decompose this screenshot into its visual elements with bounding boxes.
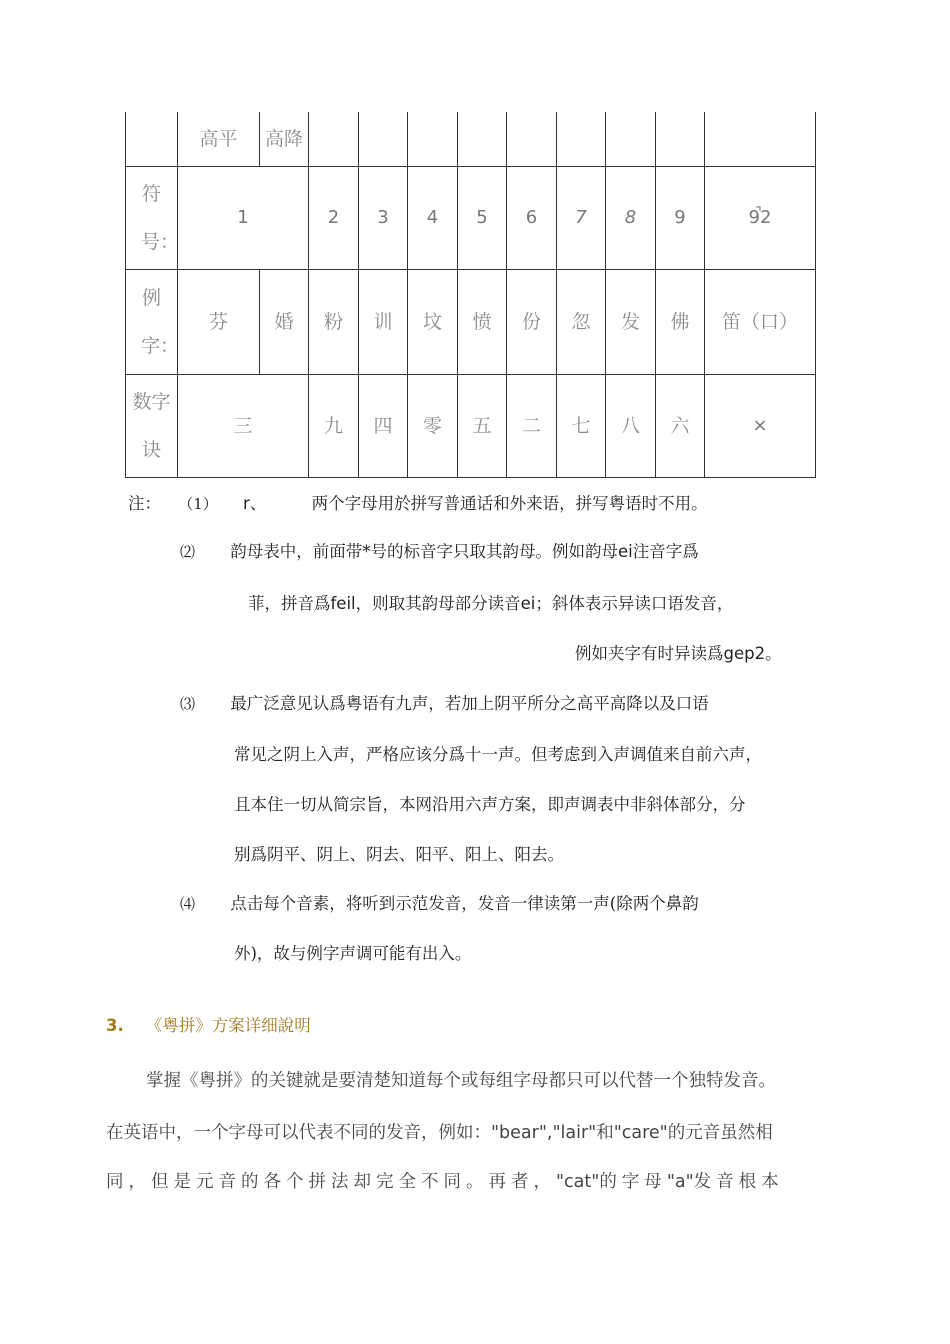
table-cell: 高降 xyxy=(260,112,309,167)
label-text: 例 xyxy=(141,287,161,309)
note-3-line-2: 常见之阴上入声，严格应该分爲十一声。但考虑到入声调值来自前六声， xyxy=(234,745,762,764)
table-cell: 忽 xyxy=(557,270,606,375)
note-number: ⑵ xyxy=(180,543,196,561)
table-cell xyxy=(656,112,705,167)
table-cell xyxy=(557,112,606,167)
table-cell: 发 xyxy=(606,270,656,375)
table-cell: 4 xyxy=(408,167,458,270)
note-text: 例如夹字有时异读爲 xyxy=(575,644,724,663)
label-text: 号： xyxy=(141,231,180,253)
note-4-line-1 xyxy=(180,890,699,914)
table-cell xyxy=(359,112,408,167)
table-cell: 婚 xyxy=(260,270,309,375)
table-cell: 坟 xyxy=(408,270,458,375)
note-text: 菲，拼音爲 xyxy=(248,594,331,613)
note-text: r、 xyxy=(243,494,267,513)
table-row xyxy=(126,270,816,375)
note-2-line-2 xyxy=(248,590,733,614)
table-cell: × xyxy=(705,375,816,478)
mnemonic-label xyxy=(131,378,173,474)
label-text: 数字 xyxy=(132,391,171,413)
table-cell: 四 xyxy=(359,375,408,478)
table-cell: 2 xyxy=(309,167,359,270)
paragraph-text: 和 xyxy=(596,1123,614,1143)
table-cell: 七 xyxy=(557,375,606,478)
tone-table xyxy=(125,112,816,478)
table-cell: 高平 xyxy=(178,112,260,167)
note-text: feil xyxy=(330,594,356,613)
table-cell: 份 xyxy=(507,270,557,375)
symbol-label xyxy=(141,170,180,266)
note-3-line-4: 别爲阴平、阴上、阴去、阳平、阳上、阳去。 xyxy=(234,845,564,864)
paragraph-text: "bear","lair" xyxy=(491,1123,597,1143)
note-text: 点击每个音素，将听到示范发音，发音一律读第一声(除两个鼻韵 xyxy=(230,894,699,913)
table-cell xyxy=(705,112,816,167)
table-cell: 7 xyxy=(557,167,606,270)
section-title: 《粤拼》方案详细說明 xyxy=(145,1016,311,1035)
note-text: 最广泛意见认爲粤语有九声，若加上阴平所分之高平高降以及口语 xyxy=(230,694,709,713)
table-cell: 八 xyxy=(606,375,656,478)
table-row-label xyxy=(126,375,178,478)
note-text: ei xyxy=(618,542,633,561)
table-cell: 5 xyxy=(458,167,507,270)
table-cell: 1 xyxy=(178,167,309,270)
table-cell: 粉 xyxy=(309,270,359,375)
table-cell: 六 xyxy=(656,375,705,478)
note-label: 注： xyxy=(128,494,161,513)
note-2-line-3 xyxy=(575,640,782,664)
paragraph-text: 的元音虽然相 xyxy=(667,1123,773,1143)
table-cell: 笛（口） xyxy=(705,270,816,375)
example-label xyxy=(141,274,180,370)
table-cell xyxy=(408,112,458,167)
table-cell: 芬 xyxy=(178,270,260,375)
table-row-label xyxy=(126,167,178,270)
paragraph-line xyxy=(106,1168,784,1193)
table-row xyxy=(126,375,816,478)
table-row-label xyxy=(126,270,178,375)
note-3-line-1 xyxy=(180,690,709,714)
label-text: 字： xyxy=(141,335,180,357)
label-text: 诀 xyxy=(141,439,161,461)
table-cell: 佛 xyxy=(656,270,705,375)
paragraph-line: 掌握《粤拼》的关键就是要清楚知道每个或每组字母都只可以代替一个独特发音。 xyxy=(146,1071,776,1091)
note-text: ，则取其韵母部分读音 xyxy=(355,594,521,613)
section-heading xyxy=(106,1012,311,1036)
table-cell: 愤 xyxy=(458,270,507,375)
paragraph-text: 同，但是元音的各个拼法却完全不同。再者， xyxy=(106,1172,556,1192)
table-cell xyxy=(606,112,656,167)
note-number: ⑷ xyxy=(180,895,196,913)
note-text: 韵母表中，前面带*号的标音字只取其韵母。例如韵母 xyxy=(230,542,619,561)
paragraph-text: "care" xyxy=(613,1123,668,1143)
table-cell: 三 xyxy=(178,375,309,478)
label-text: 符 xyxy=(141,183,161,205)
note-4-line-2: 外)，故与例字声调可能有出入。 xyxy=(234,944,472,963)
note-text: ei xyxy=(520,594,536,613)
note-2-line-1 xyxy=(180,538,699,562)
note-text: 注音字爲 xyxy=(632,542,699,561)
paragraph-line xyxy=(106,1119,773,1144)
table-row xyxy=(126,167,816,270)
table-cell: 零 xyxy=(408,375,458,478)
table-cell xyxy=(458,112,507,167)
table-cell xyxy=(309,112,359,167)
note-number: （1） xyxy=(178,495,218,513)
table-row xyxy=(126,112,816,167)
table-cell: 九 xyxy=(309,375,359,478)
table-cell: 五 xyxy=(458,375,507,478)
table-cell: 二 xyxy=(507,375,557,478)
table-cell: 训 xyxy=(359,270,408,375)
note-3-line-3: 且本住一切从简宗旨，本网沿用六声方案，即声调表中非斜体部分，分 xyxy=(234,795,746,814)
note-number: ⑶ xyxy=(180,695,196,713)
table-cell: 3 xyxy=(359,167,408,270)
paragraph-text: 发音根本 xyxy=(693,1172,784,1192)
note-1 xyxy=(128,490,708,514)
paragraph-text: "cat" xyxy=(556,1172,600,1192)
note-text: ；斜体表示异读口语发音， xyxy=(535,594,734,613)
note-text: 。 xyxy=(765,644,782,663)
table-cell: 9̚2 xyxy=(705,167,816,270)
table-cell: 8 xyxy=(606,167,656,270)
note-text: 两个字母用於拼写普通话和外来语，拼写粤语时不用。 xyxy=(311,494,708,513)
table-cell: 6 xyxy=(507,167,557,270)
paragraph-text: 的字母 xyxy=(599,1172,667,1192)
table-cell: 9 xyxy=(656,167,705,270)
paragraph-text: 在英语中，一个字母可以代表不同的发音，例如： xyxy=(106,1123,491,1143)
table-cell xyxy=(126,112,178,167)
section-number: 3. xyxy=(106,1016,124,1035)
paragraph-text: "a" xyxy=(666,1172,694,1192)
note-text: gep2 xyxy=(723,644,766,663)
table-cell xyxy=(507,112,557,167)
